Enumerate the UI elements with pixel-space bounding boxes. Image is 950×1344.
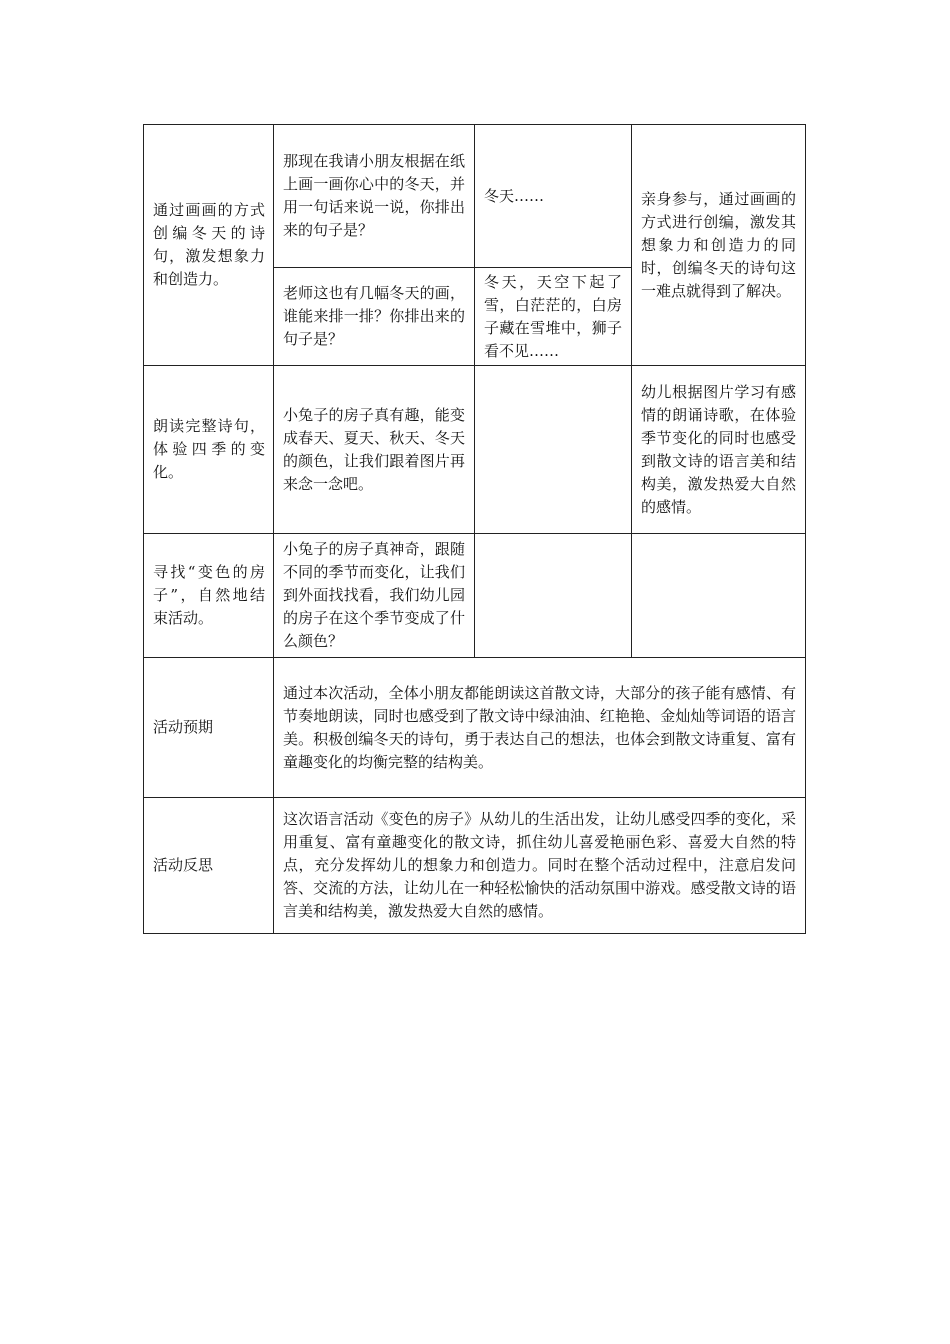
intent-cell [632, 534, 806, 658]
table-row [144, 658, 806, 798]
reflection-label: 活动反思 [144, 798, 274, 934]
goal-cell: 朗读完整诗句，体验四季的变化。 [144, 366, 274, 534]
child-cell [475, 366, 632, 534]
child-cell: 冬天…… [475, 125, 632, 268]
table-row [144, 125, 806, 268]
table-row [144, 534, 806, 658]
expectation-text: 通过本次活动，全体小朋友都能朗读这首散文诗，大部分的孩子能有感情、有节奏地朗读，同时也感受到了散文诗中绿油油、红艳艳、金灿灿等词语的语言美。积极创编冬天的诗句，勇于表达自己的想法，也体会到散文诗重复、富有童趣变化的均衡完整的结构美。 [274, 658, 806, 798]
reflection-text: 这次语言活动《变色的房子》从幼儿的生活出发，让幼儿感受四季的变化，采用重复、富有童趣变化的散文诗，抓住幼儿喜爱艳丽色彩、喜爱大自然的特点，充分发挥幼儿的想象力和创造力。同时在整个活动过程中，注意启发问答、交流的方法，让幼儿在一种轻松愉快的活动氛围中游戏。感受散文诗的语言美和结构美，激发热爱大自然的感情。 [274, 798, 806, 934]
teacher-cell: 小兔子的房子真神奇，跟随不同的季节而变化，让我们到外面找找看，我们幼儿园的房子在这个季节变成了什么颜色？ [274, 534, 475, 658]
expectation-label: 活动预期 [144, 658, 274, 798]
goal-cell: 通过画画的方式创编冬天的诗句，激发想象力和创造力。 [144, 125, 274, 366]
teacher-cell: 老师这也有几幅冬天的画，谁能来排一排？你排出来的句子是？ [274, 268, 475, 366]
teacher-cell: 小兔子的房子真有趣，能变成春天、夏天、秋天、冬天的颜色，让我们跟着图片再来念一念吧。 [274, 366, 475, 534]
lesson-plan-table [143, 124, 806, 934]
intent-cell: 亲身参与，通过画画的方式进行创编，激发其想象力和创造力的同时，创编冬天的诗句这一难点就得到了解决。 [632, 125, 806, 366]
child-cell [475, 534, 632, 658]
table-row [144, 366, 806, 534]
goal-cell: 寻找“变色的房子”，自然地结束活动。 [144, 534, 274, 658]
table-row [144, 798, 806, 934]
child-cell: 冬天，天空下起了雪，白茫茫的，白房子藏在雪堆中，狮子看不见…… [475, 268, 632, 366]
teacher-cell: 那现在我请小朋友根据在纸上画一画你心中的冬天，并用一句话来说一说，你排出来的句子是？ [274, 125, 475, 268]
intent-cell: 幼儿根据图片学习有感情的朗诵诗歌，在体验季节变化的同时也感受到散文诗的语言美和结构美，激发热爱大自然的感情。 [632, 366, 806, 534]
